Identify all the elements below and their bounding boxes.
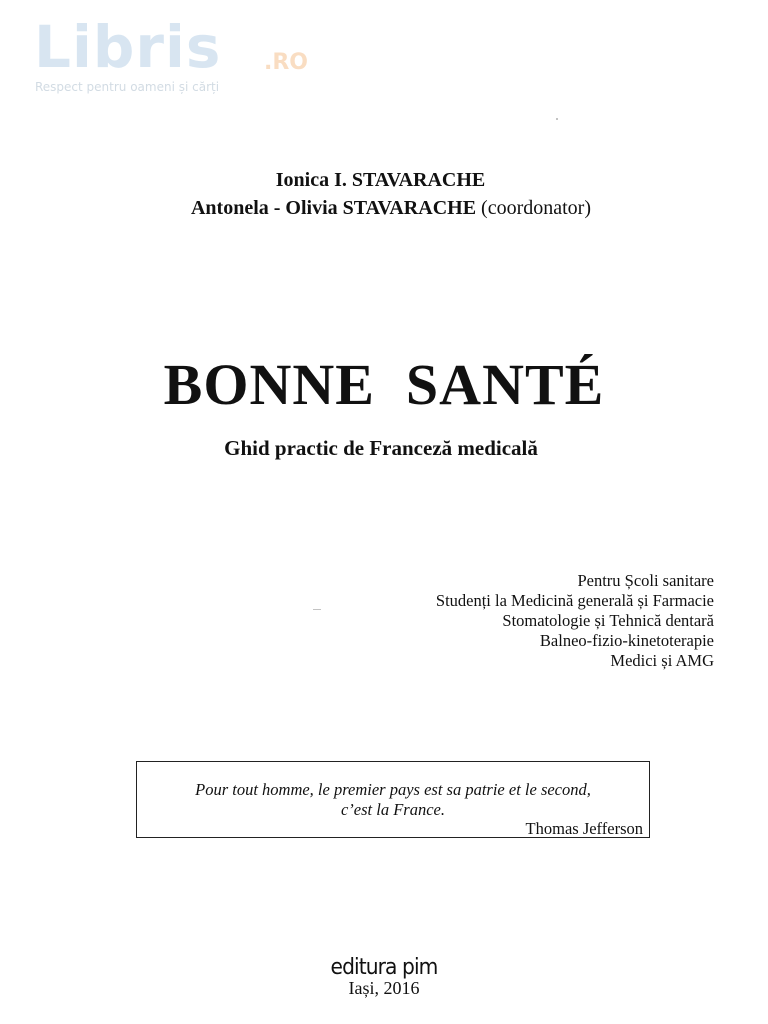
watermark-brand: Libris — [34, 13, 222, 81]
quote-line-1: Pour tout homme, le premier pays est sa patrie et le second, — [195, 780, 591, 799]
audience-item: Studenți la Medicină generală și Farmacie — [435, 591, 714, 610]
watermark-tagline: Respect pentru oameni și cărți — [35, 80, 220, 94]
audience-item: Balneo-fizio-kinetoterapie — [539, 631, 714, 650]
scan-speck — [556, 118, 558, 120]
author-line-2 — [14, 194, 768, 222]
watermark-tld: .RO — [264, 50, 308, 75]
authors-block — [0, 166, 768, 222]
audience-item: Medici și AMG — [610, 651, 714, 670]
place-and-year: Iași, 2016 — [348, 978, 420, 998]
audience-item: Pentru Școli sanitare — [577, 571, 714, 590]
author-name-2: Antonela - Olivia STAVARACHE — [190, 197, 477, 219]
quote-line-2: c’est la France. — [340, 800, 445, 819]
publisher-logo: editura pim — [330, 955, 438, 980]
author-line-1 — [0, 166, 768, 194]
author-name-1: Ionica I. STAVARACHE — [275, 169, 486, 191]
quote-box — [136, 761, 650, 838]
quote-text — [137, 780, 649, 820]
audience-item: Stomatologie și Tehnică dentară — [502, 611, 714, 630]
libris-watermark — [34, 14, 334, 104]
quote-author: Thomas Jefferson — [525, 819, 643, 838]
author-role-2: (coordonator) — [476, 197, 591, 219]
target-audience-list — [436, 571, 714, 671]
book-subtitle: Ghid practic de Franceză medicală — [224, 436, 538, 460]
book-title: BONNE SANTÉ — [163, 352, 605, 417]
scan-speck — [313, 609, 321, 610]
